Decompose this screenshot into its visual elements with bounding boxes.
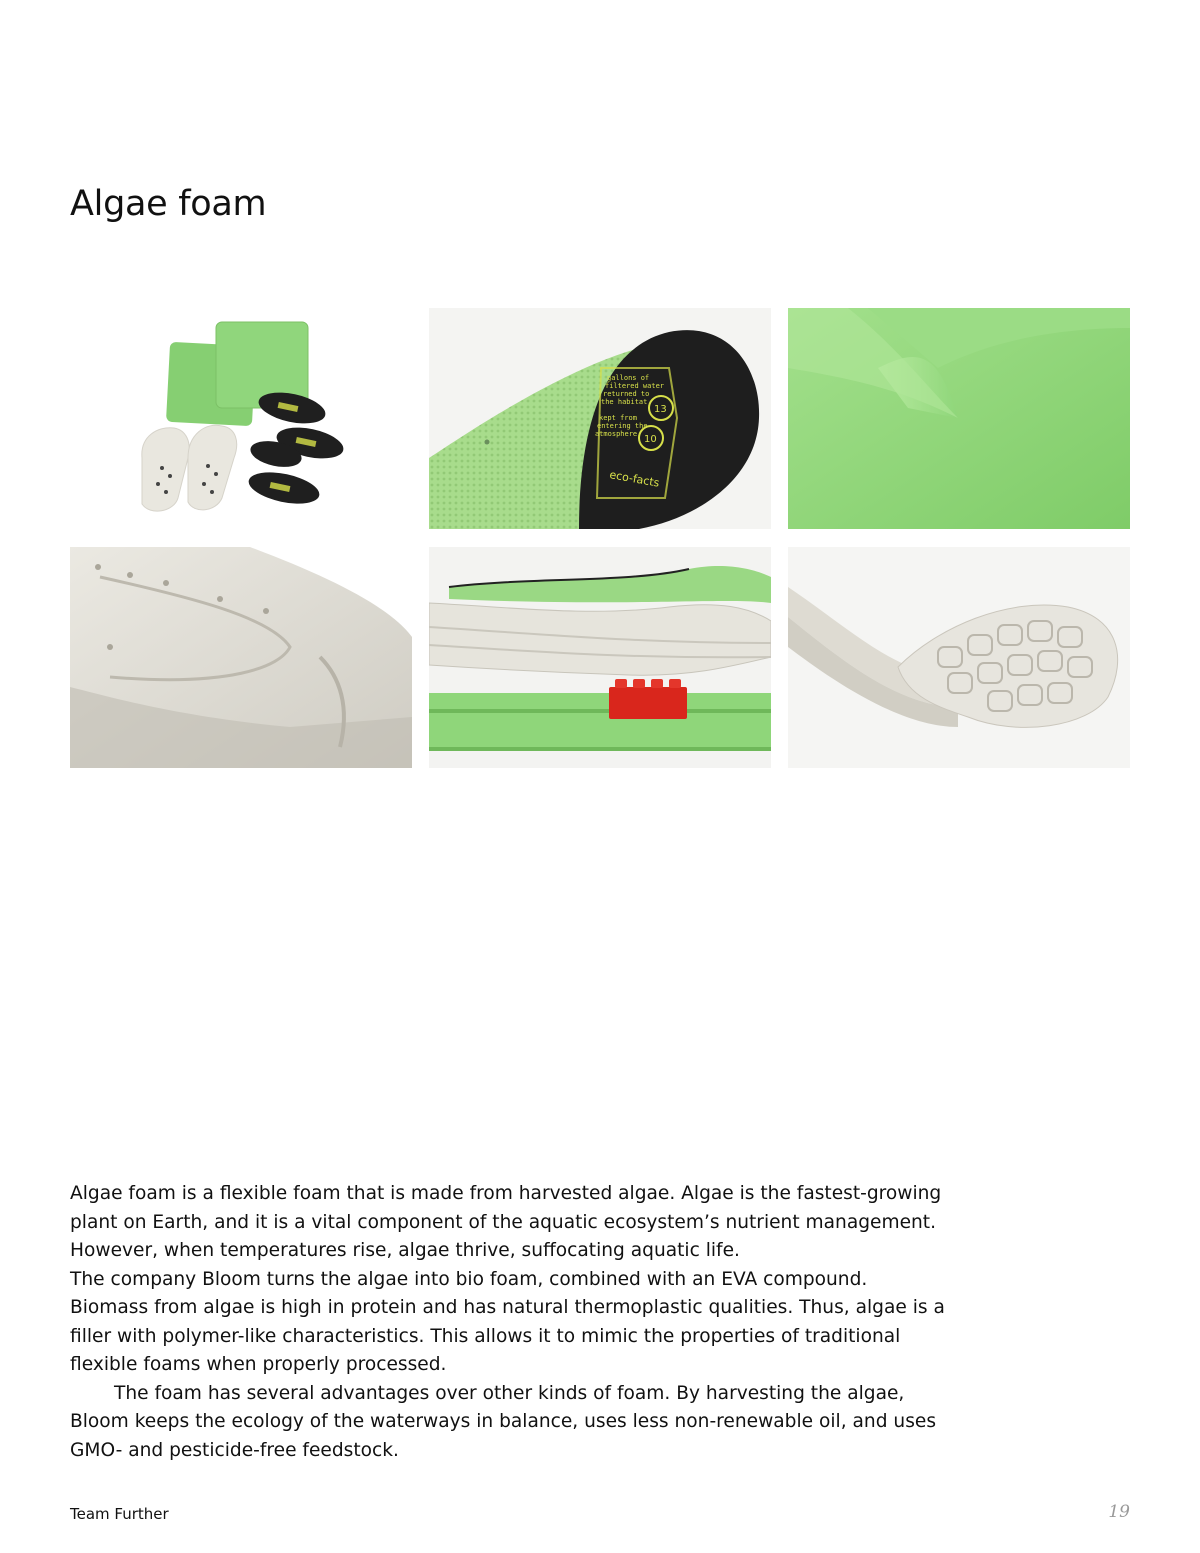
sole-brick-illustration	[429, 547, 771, 768]
product-set-illustration	[70, 308, 412, 529]
footer-team-name: Team Further	[70, 1505, 169, 1523]
insole-badge-2: 10	[644, 434, 657, 445]
photo-insole-label	[429, 308, 771, 529]
sole-tread-illustration	[788, 547, 1130, 768]
green-sheet-illustration	[788, 308, 1130, 529]
white-insole-illustration	[70, 547, 412, 768]
paragraph-3: The foam has several advantages over other kinds of foam. By harvesting the algae, Bloom keeps the ecology of the waterways in balance, uses less non-renewable oil, and uses GMO- and pesticide-free feedstock.	[70, 1382, 937, 1461]
insole-label-illustration	[429, 308, 771, 529]
insole-label-line-6: entering the	[597, 422, 648, 430]
insole-label-line-2: filtered water	[605, 382, 665, 390]
photo-product-set	[70, 308, 412, 529]
insole-brand: eco-facts	[608, 468, 661, 490]
insole-label-line-1: gallons of	[607, 374, 650, 382]
paragraph-2: The company Bloom turns the algae into bio foam, combined with an EVA compound. Biomass from algae is high in protein and has natural thermoplastic qualities. Thus, algae is a filler with polymer-like characteristics. This allows it to mimic the properties of traditional flexible foams when properly processed.	[70, 1268, 945, 1375]
insole-label-line-7: atmosphere	[595, 430, 638, 438]
photo-sole-tread	[788, 547, 1130, 768]
insole-label-line-3: returned to	[603, 390, 650, 398]
insole-badge-1: 13	[654, 404, 667, 415]
body-text	[70, 1180, 950, 1465]
photo-white-insole-closeup	[70, 547, 412, 768]
insole-label-line-4: the habitat	[601, 398, 648, 406]
page-number: 19	[1108, 1502, 1130, 1522]
page-title: Algae foam	[70, 184, 267, 224]
insole-label-line-5: kept from	[599, 414, 637, 422]
paragraph-1: Algae foam is a flexible foam that is made from harvested algae. Algae is the fastest-growing plant on Earth, and it is a vital component of the aquatic ecosystem’s nutrient management. However, when temperatures rise, algae thrive, suffocating aquatic life.	[70, 1183, 942, 1261]
photo-sole-with-brick	[429, 547, 771, 768]
photo-green-sheet	[788, 308, 1130, 529]
